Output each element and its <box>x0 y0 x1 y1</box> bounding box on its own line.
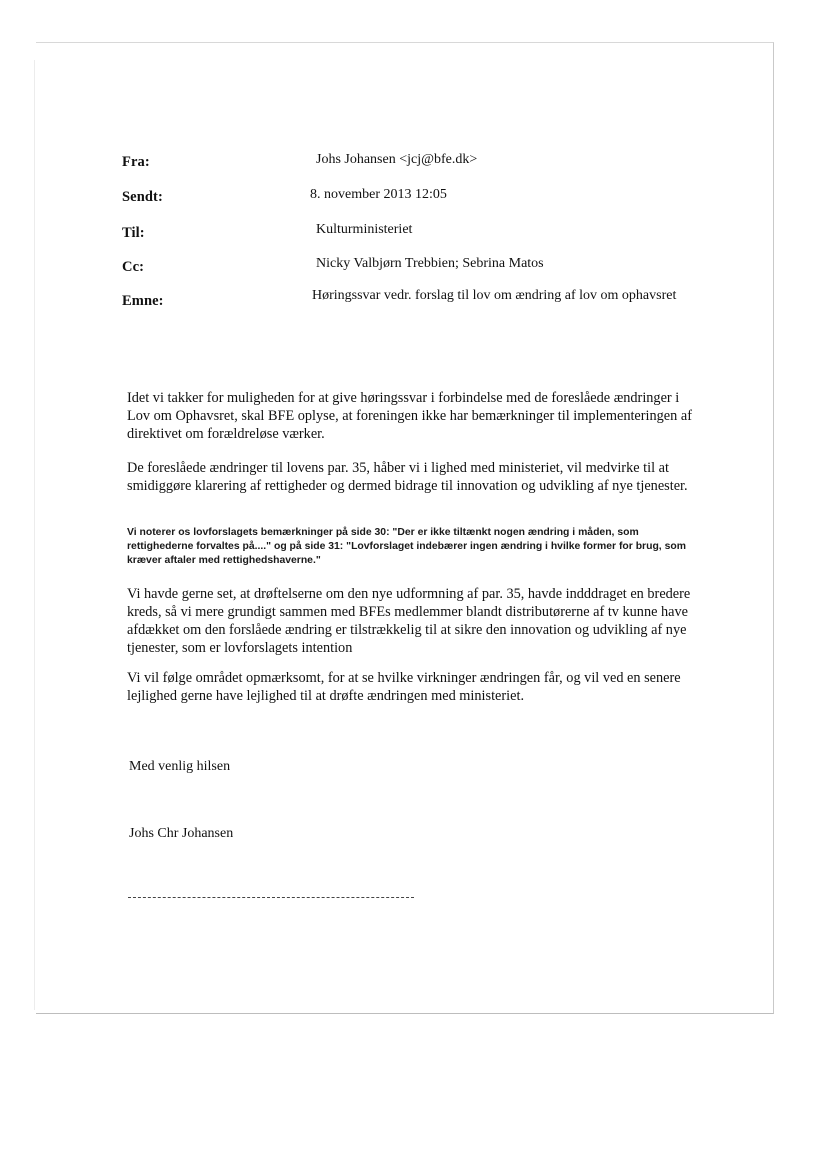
sent-label: Sendt: <box>122 189 163 205</box>
to-value: Kulturministeriet <box>316 222 413 237</box>
paragraph-3: Vi havde gerne set, at drøftelserne om den nye udformning af par. 35, havde indddraget en bredere kreds, så vi mere grundigt sammen med BFEs medlemmer blandt distributørerne af tv kunne have afdækket om den forslåede ændring er tilstrækkelig til at sikre den innovation og udvikling af nye tjenester, som er lovforslagets intention <box>127 586 691 656</box>
scan-edge <box>34 60 35 1010</box>
from-label: Fra: <box>122 154 150 170</box>
from-value: Johs Johansen <jcj@bfe.dk> <box>316 152 478 167</box>
cc-label: Cc: <box>122 259 145 275</box>
signature-name: Johs Chr Johansen <box>129 826 234 841</box>
subject-label: Emne: <box>122 293 164 309</box>
to-label: Til: <box>122 225 145 241</box>
greeting: Med venlig hilsen <box>129 759 231 774</box>
paragraph-1: Idet vi takker for muligheden for at give høringssvar i forbindelse med de foreslåede ændringer i Lov om Ophavsret, skal BFE oplyse, at foreningen ikke har bemærkninger til implementeringen af direktivet om forældreløse værker. <box>127 390 692 442</box>
cc-value: Nicky Valbjørn Trebbien; Sebrina Matos <box>316 256 544 271</box>
sent-value: 8. november 2013 12:05 <box>310 187 447 202</box>
subject-value: Høringssvar vedr. forslag til lov om ændring af lov om ophavsret <box>312 288 677 303</box>
paragraph-2: De foreslåede ændringer til lovens par. 35, håber vi i lighed med ministeriet, vil medvirke til at smidiggøre klarering af rettigheder og dermed bidrage til innovation og udvikling af nye tjenester. <box>127 460 688 494</box>
separator-line <box>128 897 414 898</box>
quote-paragraph: Vi noterer os lovforslagets bemærkninger på side 30: "Der er ikke tiltænkt nogen ændring i måden, som rettighederne forvaltes på...." og på side 31: "Lovforslaget indebærer ingen ændring i hvilke former for brug, som kræver aftaler med rettighedshaverne." <box>127 527 686 566</box>
paragraph-4: Vi vil følge området opmærksomt, for at se hvilke virkninger ændringen får, og vil ved en senere lejlighed gerne have lejlighed til at drøfte ændringen med ministeriet. <box>127 670 681 704</box>
